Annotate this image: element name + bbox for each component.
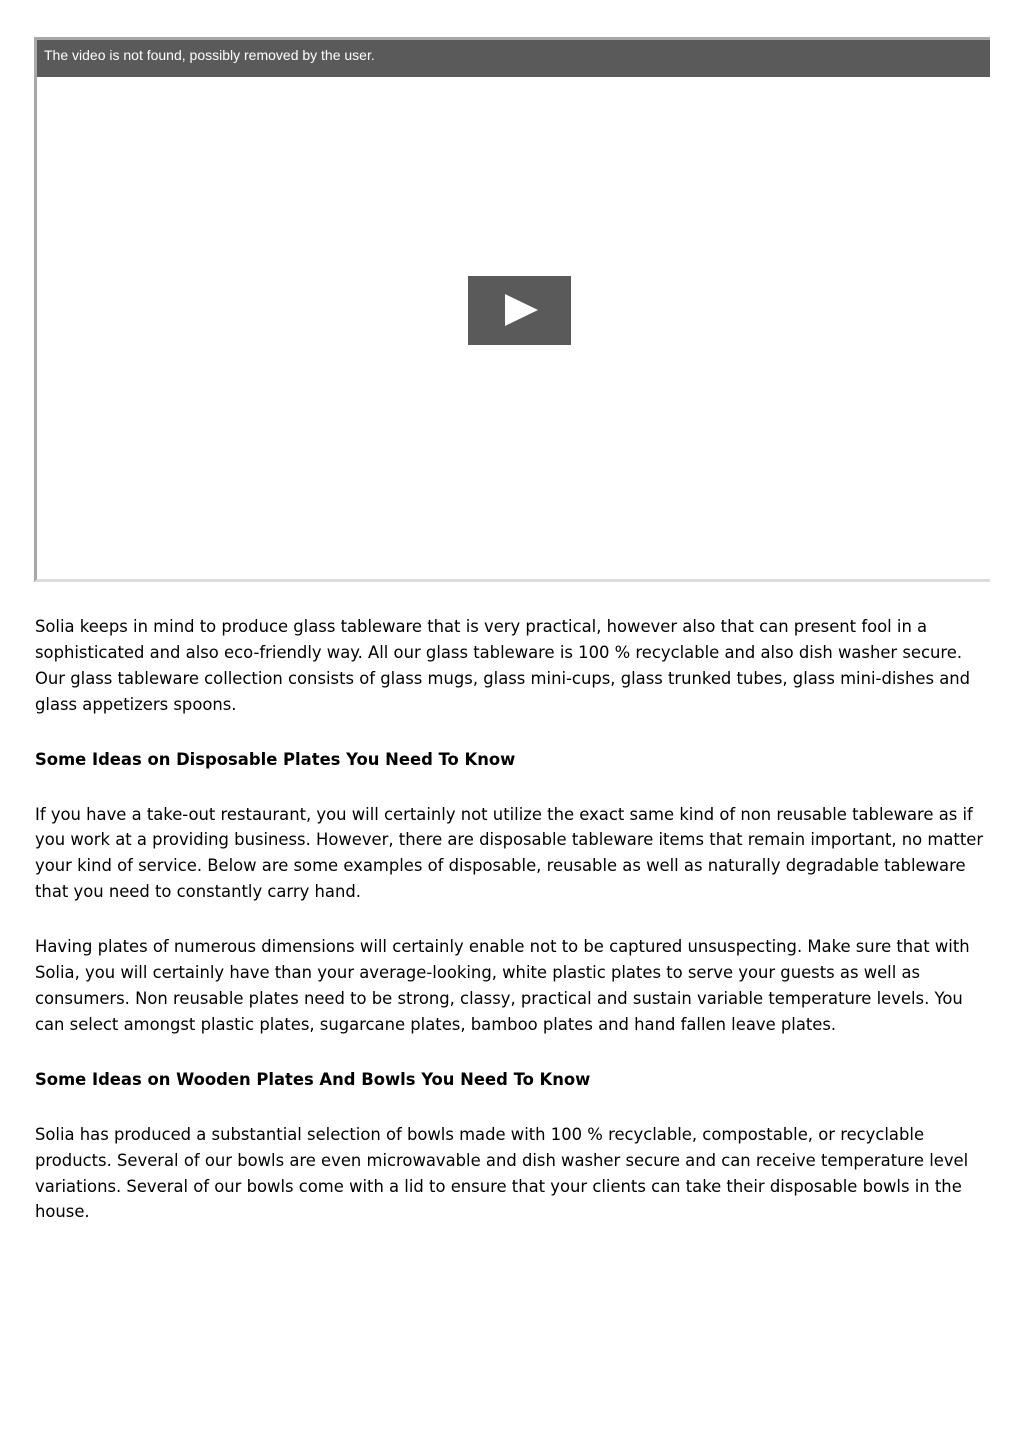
video-error-message: The video is not found, possibly removed by the user. xyxy=(44,47,375,63)
play-button[interactable] xyxy=(468,276,571,345)
article-paragraph: If you have a take-out restaurant, you will certainly not utilize the exact same kind of non reusable tableware as if you work at a providing business. However, there are disposable tableware items that remain important, no matter your kind of service. Below are some examples of disposable, reusable as well as naturally degradable tableware that you need to constantly carry hand. xyxy=(35,804,984,902)
article-paragraph: Solia has produced a substantial selection of bowls made with 100 % recyclable, compostable, or recyclable products. Several of our bowls are even microwavable and dish washer secure and can receive temperature level variations. Several of our bowls come with a lid to ensure that your clients can take their disposable bowls in the house. xyxy=(35,1124,969,1222)
play-icon xyxy=(505,294,538,326)
article-heading: Some Ideas on Wooden Plates And Bowls You Need To Know xyxy=(35,1069,591,1089)
article-paragraph: Solia keeps in mind to produce glass tableware that is very practical, however also that can present fool in a sophisticated and also eco-friendly way. All our glass tableware is 100 % recyclable and also dish washer secure. Our glass tableware collection consists of glass mugs, glass mini-cups, glass trunked tubes, glass mini-dishes and glass appetizers spoons. xyxy=(35,617,971,714)
article-body xyxy=(35,614,993,1225)
article-heading: Some Ideas on Disposable Plates You Need To Know xyxy=(35,749,516,769)
article-paragraph: Having plates of numerous dimensions will certainly enable not to be captured unsuspecting. Make sure that with Solia, you will certainly have than your average-looking, white plastic plates to serve your guests as well as consumers. Non reusable plates need to be strong, classy, practical and sustain variable temperature levels. You can select amongst plastic plates, sugarcane plates, bamboo plates and hand fallen leave plates. xyxy=(35,937,970,1034)
video-title-bar xyxy=(37,40,990,77)
video-player[interactable] xyxy=(34,37,990,582)
